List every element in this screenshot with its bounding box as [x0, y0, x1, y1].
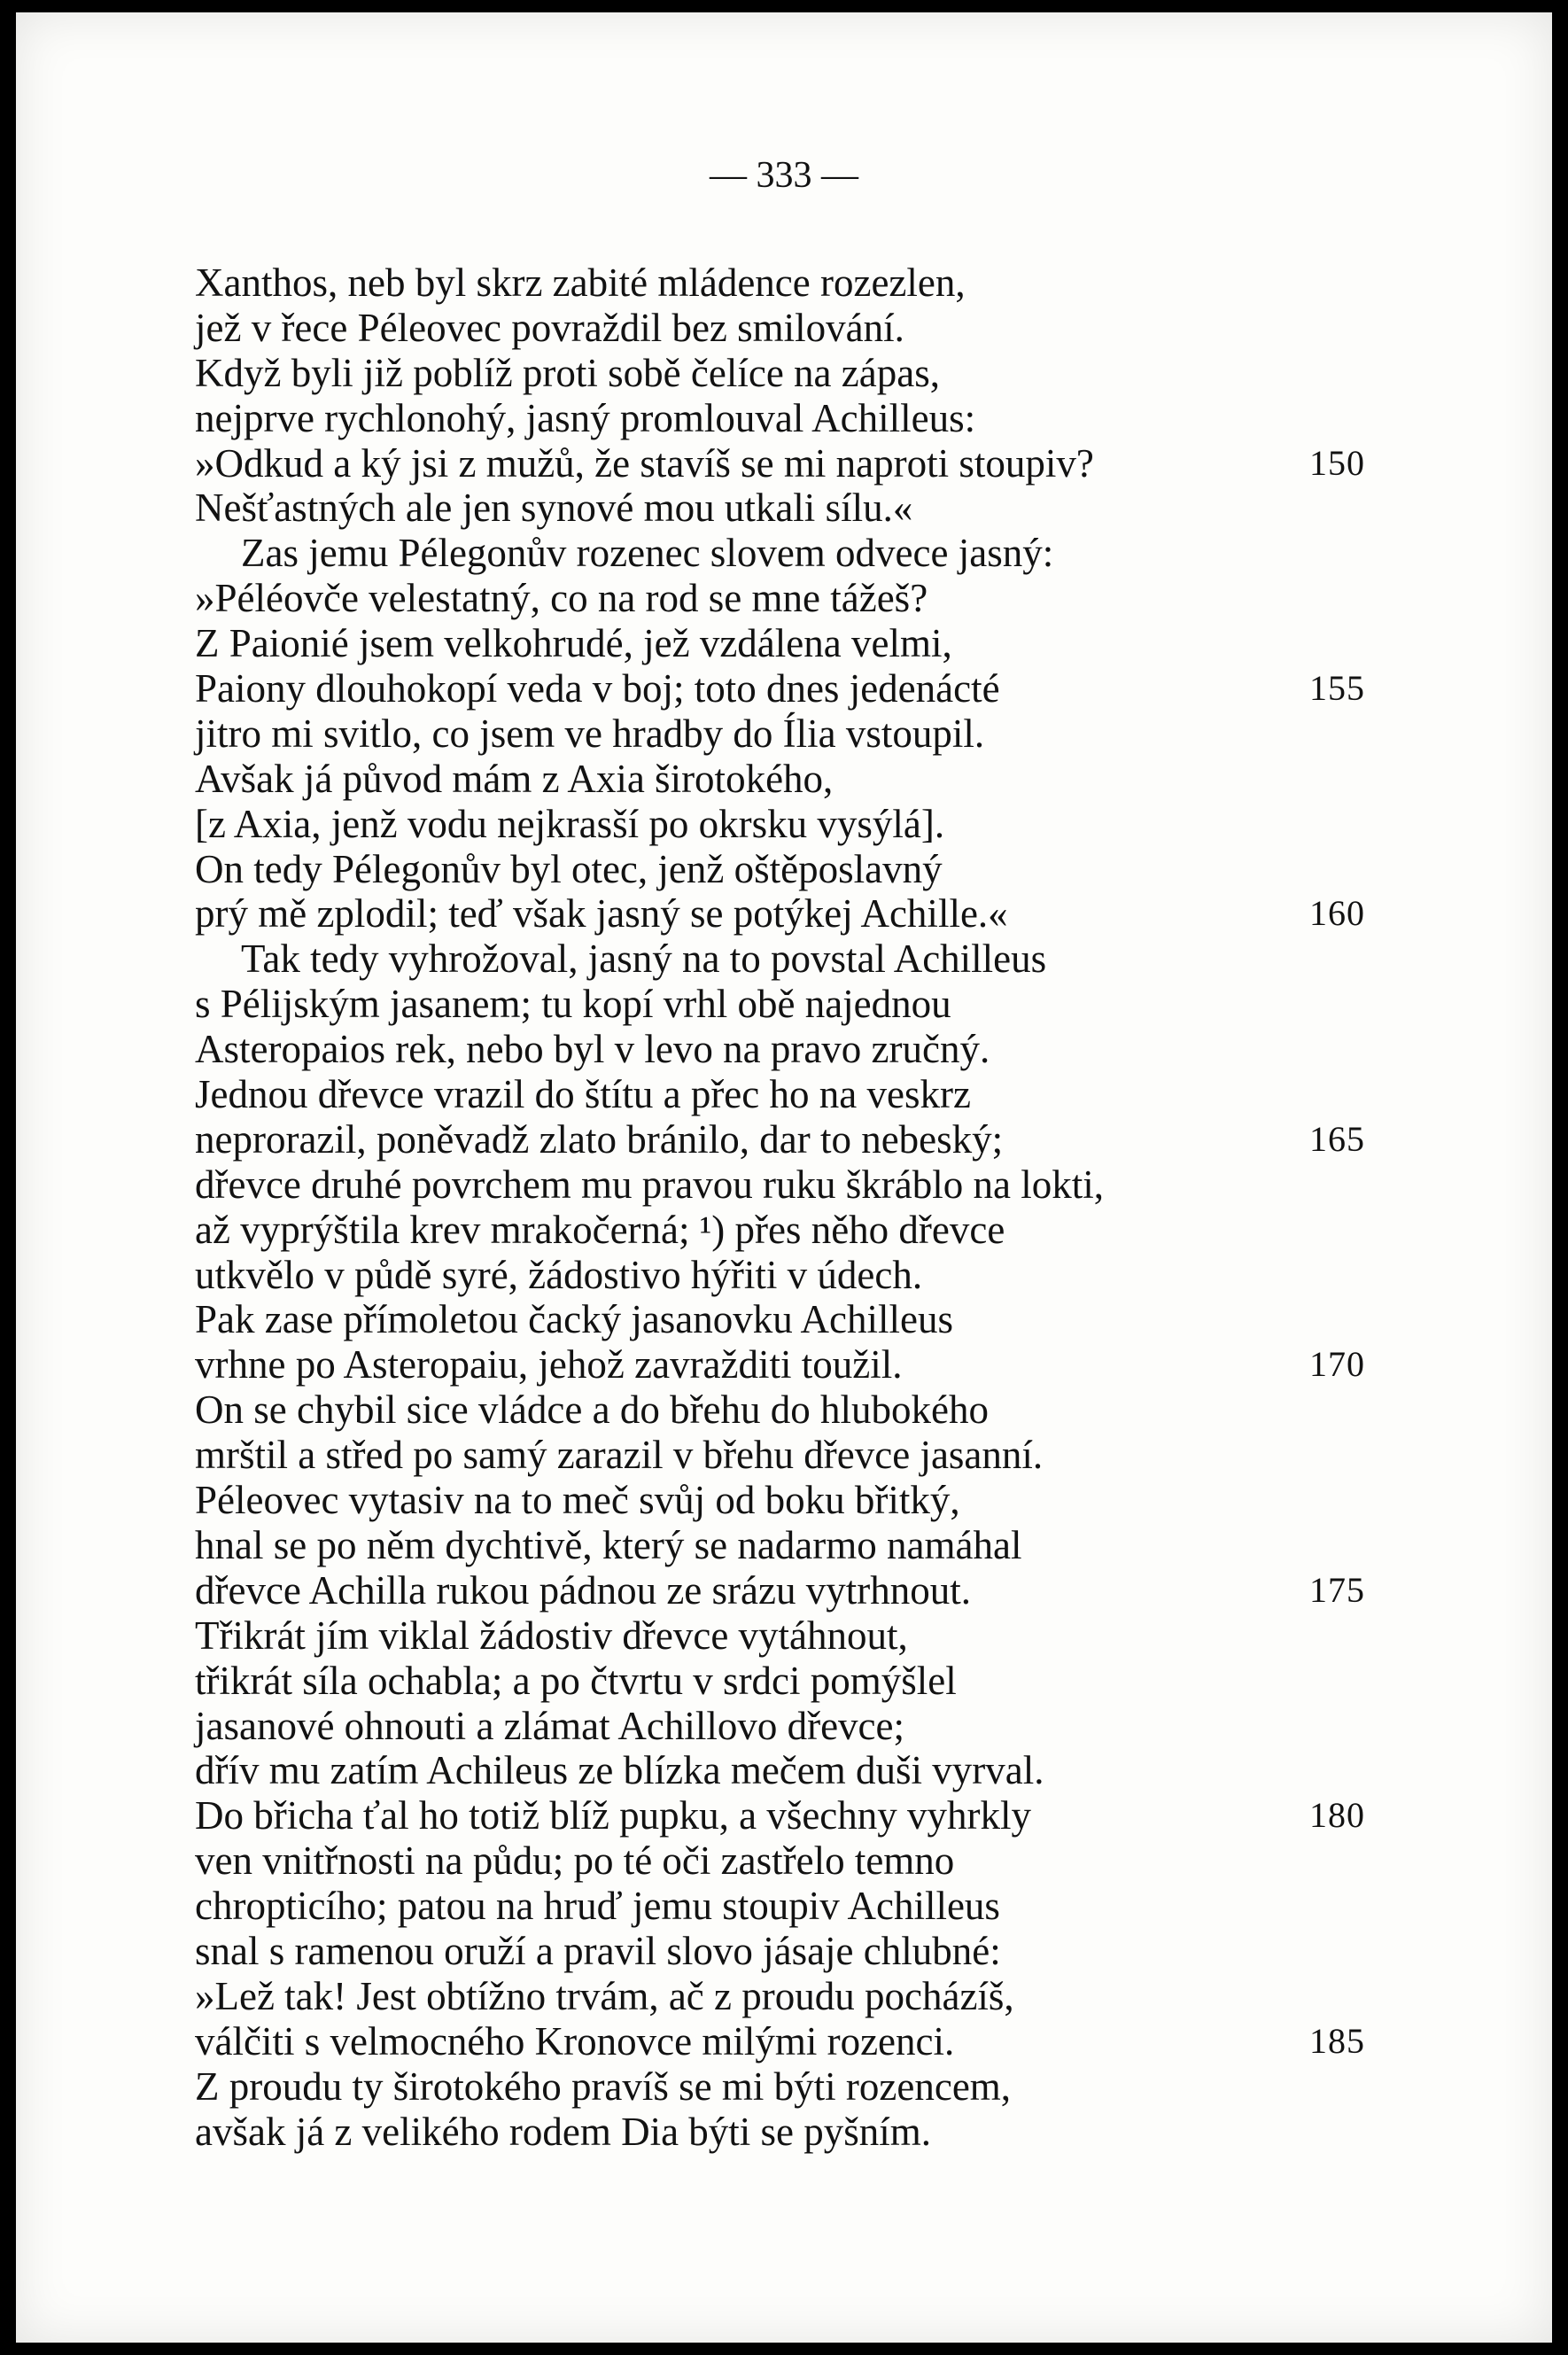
- verse-text: Když byli již poblíž proti sobě čelíce na zápas,: [195, 350, 940, 395]
- verse-block: [16, 260, 1552, 2154]
- line-number: 170: [1309, 1344, 1365, 1385]
- verse-line: [16, 2064, 1552, 2110]
- verse-line: [16, 1117, 1552, 1162]
- verse-text: Avšak já původ mám z Axia širotokého,: [195, 756, 834, 801]
- verse-line: [16, 1253, 1552, 1298]
- verse-line: [16, 486, 1552, 531]
- verse-text: Pak zase přímoletou čacký jasanovku Achilleus: [195, 1297, 954, 1342]
- verse-text: jitro mi svitlo, co jsem ve hradby do Ília vstoupil.: [195, 711, 985, 756]
- verse-line: [16, 351, 1552, 396]
- verse-text: chropticího; patou na hruď jemu stoupiv Achilleus: [195, 1884, 1000, 1929]
- verse-line: [16, 802, 1552, 847]
- verse-line: [16, 711, 1552, 757]
- verse-text: neprorazil, poněvadž zlato bránilo, dar to nebeský;: [195, 1116, 1004, 1162]
- verse-line: [16, 576, 1552, 621]
- verse-text: mrštil a střed po samý zarazil v břehu dřevce jasanní.: [195, 1433, 1044, 1478]
- line-number: 150: [1309, 442, 1365, 483]
- verse-line: [16, 2019, 1552, 2064]
- verse-text: Paiony dlouhokopí veda v boj; toto dnes jedenácté: [195, 666, 1000, 711]
- verse-text: dřevce druhé povrchem mu pravou ruku škráblo na lokti,: [195, 1162, 1104, 1207]
- verse-line: [16, 937, 1552, 982]
- book-page: [16, 12, 1552, 2343]
- verse-text: Do břicha ťal ho totiž blíž pupku, a všechny vyhrkly: [195, 1793, 1032, 1838]
- verse-text: Z Paionié jsem velkohrudé, jež vzdálena velmi,: [195, 621, 952, 666]
- line-number: 175: [1309, 1569, 1365, 1610]
- verse-line: [16, 396, 1552, 441]
- verse-line: [16, 531, 1552, 576]
- verse-text: Z proudu ty širotokého pravíš se mi býti rozencem,: [195, 2064, 1012, 2109]
- verse-line: [16, 306, 1552, 351]
- verse-text: Jednou dřevce vrazil do štítu a přec ho na veskrz: [195, 1072, 971, 1117]
- verse-line: [16, 1027, 1552, 1072]
- verse-text: nejprve rychlonohý, jasný promlouval Achilleus:: [195, 395, 976, 440]
- verse-line: [16, 1523, 1552, 1568]
- verse-text: avšak já z velikého rodem Dia býti se pyšním.: [195, 2109, 932, 2154]
- verse-line: [16, 1613, 1552, 1659]
- verse-line: [16, 1387, 1552, 1433]
- verse-text: Zas jemu Pélegonův rozenec slovem odvece jasný:: [241, 531, 1054, 576]
- verse-text: dřevce Achilla rukou pádnou ze srázu vytrhnout.: [195, 1567, 971, 1613]
- verse-text: s Pélijským jasanem; tu kopí vrhl obě najednou: [195, 982, 951, 1027]
- verse-line: [16, 1884, 1552, 1929]
- verse-text: Třikrát jím viklal žádostiv dřevce vytáhnout,: [195, 1613, 908, 1658]
- verse-text: »Lež tak! Jest obtížno trvám, ač z proudu pocházíš,: [195, 1973, 1014, 2018]
- verse-line: [16, 1704, 1552, 1749]
- verse-text: válčiti s velmocného Kronovce milými rozenci.: [195, 2018, 955, 2064]
- verse-line: [16, 1342, 1552, 1387]
- verse-text: vrhne po Asteropaiu, jehož zavražditi toužil.: [195, 1342, 903, 1387]
- verse-line: [16, 2110, 1552, 2155]
- verse-line: [16, 1659, 1552, 1704]
- verse-line: [16, 1478, 1552, 1523]
- verse-line: [16, 1072, 1552, 1117]
- verse-line: [16, 1433, 1552, 1478]
- verse-text: snal s ramenou oruží a pravil slovo jásaje chlubné:: [195, 1928, 1001, 1973]
- line-number: 180: [1309, 1795, 1365, 1836]
- verse-text: Tak tedy vyhrožoval, jasný na to povstal Achilleus: [241, 937, 1047, 982]
- verse-text: Asteropaios rek, nebo byl v levo na pravo zručný.: [195, 1027, 990, 1072]
- verse-line: [16, 891, 1552, 937]
- verse-text: třikrát síla ochabla; a po čtvrtu v srdci pomýšlel: [195, 1658, 957, 1703]
- verse-line: [16, 1838, 1552, 1884]
- verse-line: [16, 1208, 1552, 1253]
- line-number: 185: [1309, 2020, 1365, 2061]
- verse-line: [16, 441, 1552, 486]
- verse-line: [16, 621, 1552, 666]
- verse-text: On tedy Pélegonův byl otec, jenž oštěposlavný: [195, 846, 943, 891]
- verse-text: dřív mu zatím Achileus ze blízka mečem duši vyrval.: [195, 1748, 1044, 1793]
- verse-text: jasanové ohnouti a zlámat Achillovo dřevce;: [195, 1703, 904, 1748]
- verse-text: »Odkud a ký jsi z mužů, že stavíš se mi naproti stoupiv?: [195, 440, 1094, 486]
- verse-line: [16, 1297, 1552, 1342]
- verse-line: [16, 260, 1552, 306]
- verse-line: [16, 757, 1552, 802]
- verse-line: [16, 1568, 1552, 1613]
- verse-text: ven vnitřnosti na půdu; po té oči zastřelo temno: [195, 1838, 955, 1884]
- verse-line: [16, 1748, 1552, 1793]
- verse-line: [16, 1793, 1552, 1838]
- line-number: 160: [1309, 893, 1365, 934]
- verse-line: [16, 1974, 1552, 2019]
- line-number: 155: [1309, 668, 1365, 709]
- verse-line: [16, 982, 1552, 1027]
- verse-text: prý mě zplodil; teď však jasný se potýkej Achille.«: [195, 891, 1008, 937]
- line-number: 165: [1309, 1118, 1365, 1159]
- verse-text: jež v řece Péleovec povraždil bez smilování.: [195, 305, 904, 350]
- verse-text: hnal se po něm dychtivě, který se nadarmo namáhal: [195, 1522, 1022, 1567]
- verse-text: Nešťastných ale jen synové mou utkali sílu.«: [195, 486, 913, 531]
- verse-text: »Péléovče velestatný, co na rod se mne tážeš?: [195, 576, 928, 621]
- verse-text: [z Axia, jenž vodu nejkrasší po okrsku vysýlá].: [195, 801, 945, 846]
- verse-line: [16, 847, 1552, 892]
- verse-text: utkvělo v půdě syré, žádostivo hýřiti v údech.: [195, 1252, 923, 1297]
- verse-line: [16, 1162, 1552, 1208]
- verse-text: Péleovec vytasiv na to meč svůj od boku břitký,: [195, 1478, 960, 1523]
- verse-text: Xanthos, neb byl skrz zabité mládence rozezlen,: [195, 260, 966, 305]
- verse-line: [16, 666, 1552, 711]
- verse-text: On se chybil sice vládce a do břehu do hlubokého: [195, 1387, 990, 1433]
- verse-text: až vyprýštila krev mrakočerná; ¹) přes něho dřevce: [195, 1207, 1005, 1252]
- verse-line: [16, 1929, 1552, 1974]
- page-number: — 333 —: [710, 155, 858, 196]
